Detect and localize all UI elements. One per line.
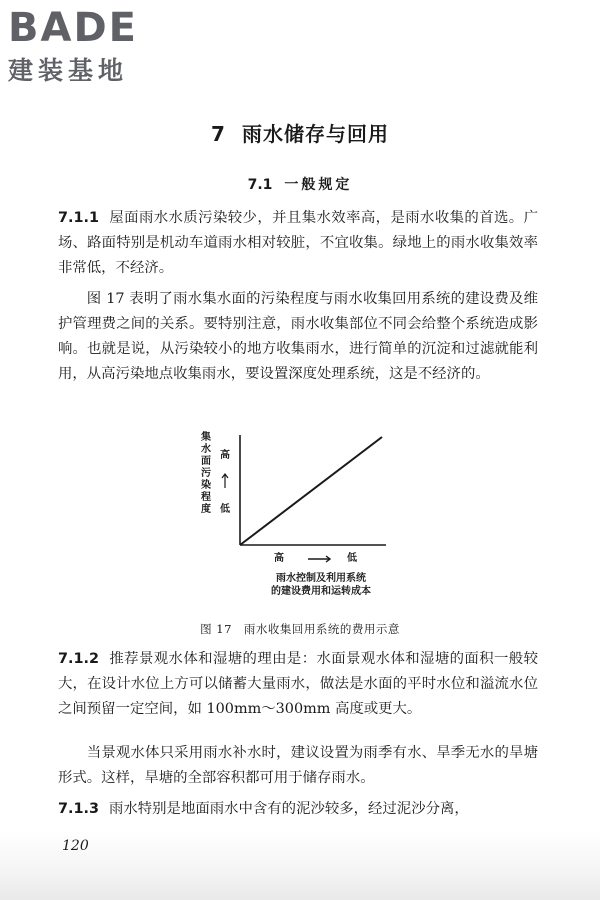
clause-7-1-2	[58, 647, 538, 722]
section-title	[0, 174, 600, 194]
chapter-title-text: 雨水储存与回用	[241, 122, 389, 146]
series-line	[240, 437, 382, 545]
chapter-number: 7	[211, 122, 226, 146]
y-low-label: 低	[220, 504, 230, 515]
page-edge-shadow	[0, 830, 600, 900]
x-high-label: 高	[274, 553, 284, 564]
logo-subtitle: 建装基地	[8, 56, 129, 85]
section-title-text: 一般规定	[284, 177, 353, 193]
watermark-logo	[8, 6, 178, 86]
x-axis-label-line2: 的建设费用和运转成本	[271, 586, 371, 597]
clause-number: 7.1.1	[58, 210, 99, 226]
x-axis-label-line1: 雨水控制及利用系统	[276, 573, 366, 584]
page-number: 120	[62, 838, 89, 854]
figure-explanation-paragraph: 图 17 表明了雨水集水面的污染程度与雨水收集回用系统的建设费及维护管理费之间的关系。要特别注意，雨水收集部位不同会给整个系统造成影响。也就是说，从污染较小的地方收集雨水，进行简单的沉淀和过滤就能利用，从高污染地点收集雨水，要设置深度处理系统，这是不经济的。	[58, 291, 538, 382]
arrow-right-icon	[308, 556, 330, 562]
figure-caption-text: 雨水收集回用系统的费用示意	[243, 622, 400, 636]
x-axis-label	[236, 572, 406, 598]
logo-brand: BADE	[8, 5, 138, 51]
clause-text: 屋面雨水水质污染较少，并且集水效率高，是雨水收集的首选。广场、路面特别是机动车道雨水相对较脏，不宜收集。绿地上的雨水收集效率非常低，不经济。	[58, 210, 538, 276]
clause-text: 推荐景观水体和湿塘的理由是：水面景观水体和湿塘的面积一般较大，在设计水位上方可以储蓄大量雨水，做法是水面的平时水位和溢流水位之间预留一定空间，如 100mm～300mm 高度或更大。	[58, 651, 538, 717]
y-high-label: 高	[220, 450, 230, 461]
figure-17-chart	[196, 432, 406, 607]
clause-number: 7.1.2	[58, 651, 99, 667]
y-axis-label: 集水面污染程度	[201, 432, 211, 515]
x-low-label: 低	[347, 553, 357, 564]
section-number: 7.1	[247, 177, 273, 193]
chapter-title	[0, 118, 600, 147]
clause-7-1-3	[58, 797, 538, 822]
arrow-up-icon	[222, 474, 228, 488]
clause-text: 雨水特别是地面雨水中含有的泥沙较多，经过泥沙分离，	[108, 801, 469, 817]
figure-caption	[0, 621, 600, 637]
clause-number: 7.1.3	[58, 801, 99, 817]
figure-label: 图 17	[200, 622, 232, 636]
clause-7-1-1	[58, 206, 538, 281]
dry-pond-paragraph: 当景观水体只采用雨水补水时，建议设置为雨季有水、旱季无水的旱塘形式。这样，旱塘的全部容积都可用于储存雨水。	[58, 745, 538, 786]
